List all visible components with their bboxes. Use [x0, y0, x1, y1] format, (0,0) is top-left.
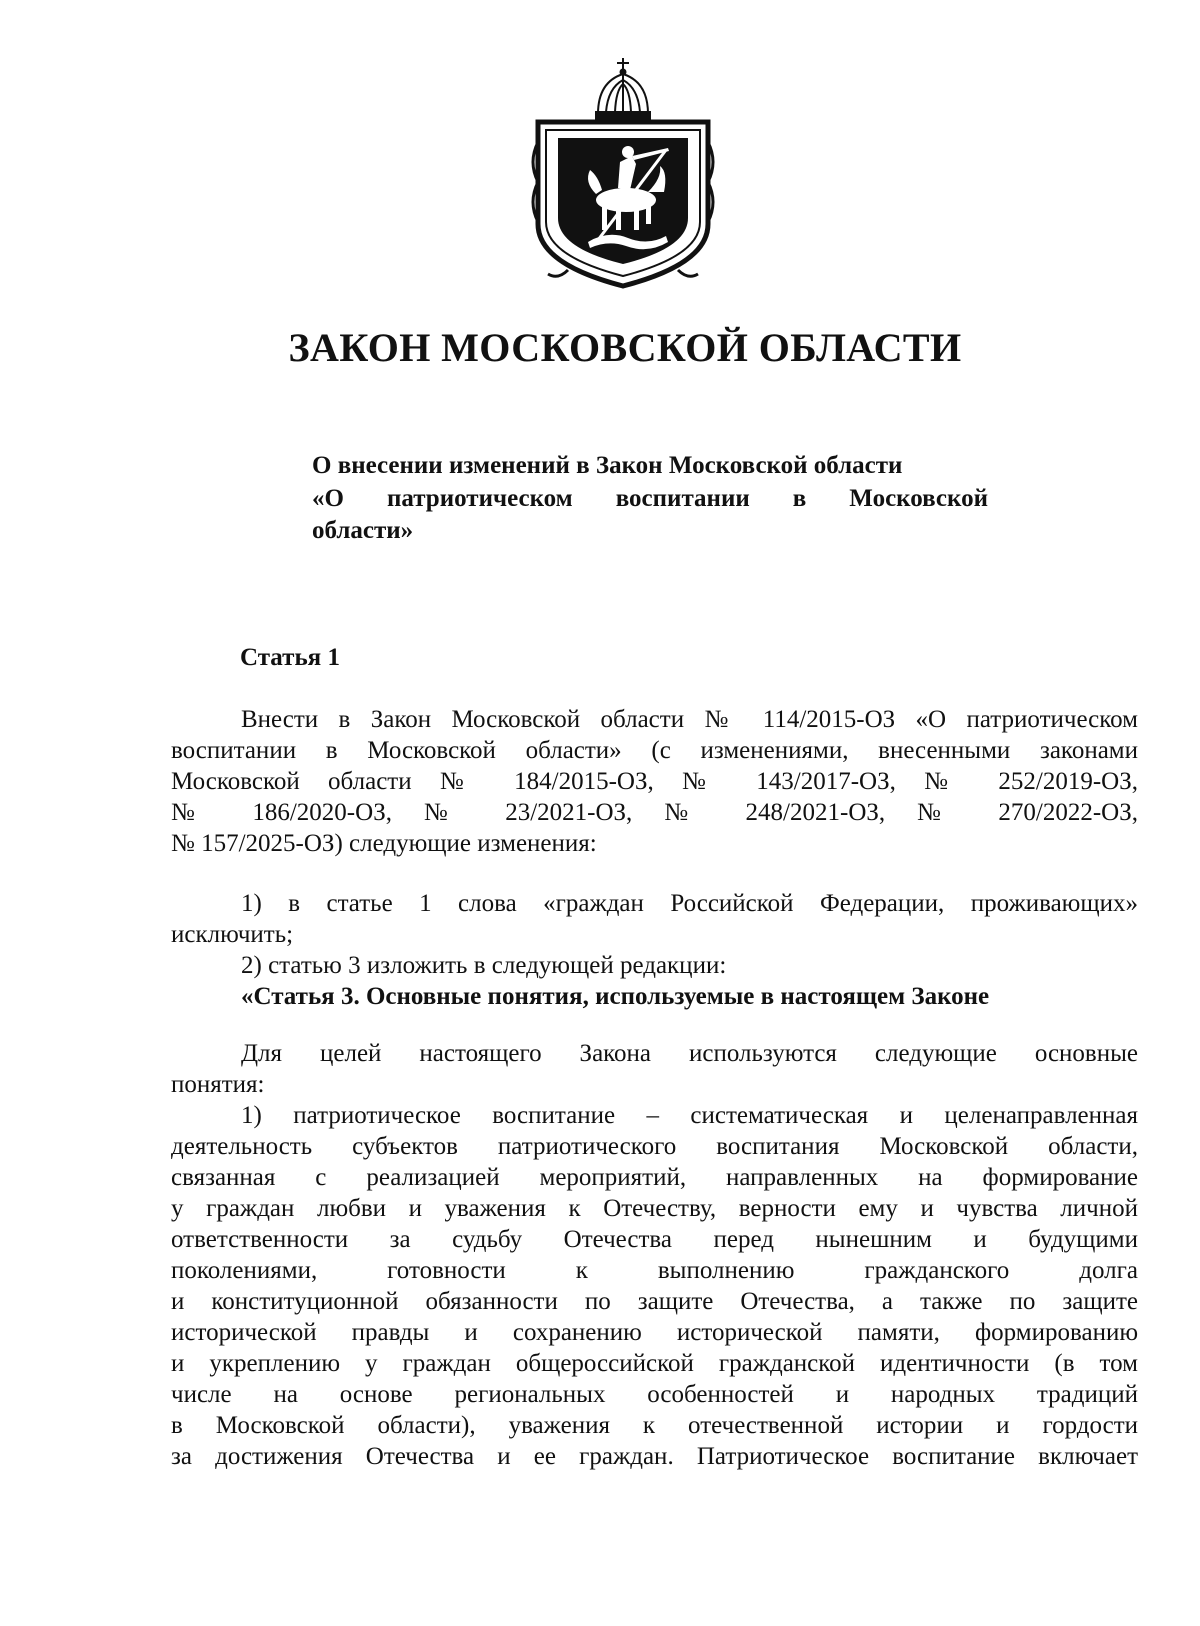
law-subtitle [312, 450, 988, 548]
subtitle-line: области» [312, 517, 414, 544]
text-line: 1) в статье 1 слова «граждан Российской Федерации, проживающих» [241, 890, 1138, 917]
definitions-section [171, 1038, 1138, 1472]
subtitle-line: «О патриотическом воспитании в Московской [312, 484, 988, 512]
amendment-paragraph [171, 704, 1138, 859]
text-line: ответственности за судьбу Отечества перед нынешним и будущими [171, 1226, 1138, 1253]
text-line: Московской области № 184/2015-ОЗ, № 143/2017-ОЗ, № 252/2019-ОЗ, [171, 768, 1138, 795]
text-line: числе на основе региональных особенностей и народных традиций [171, 1381, 1138, 1408]
law-title: ЗАКОН МОСКОВСКОЙ ОБЛАСТИ [288, 325, 962, 370]
text-line: воспитании в Московской области» (с изменениями, внесенными законами [171, 737, 1138, 764]
subtitle-line: О внесении изменений в Закон Московской области [312, 452, 903, 479]
article-heading: Статья 1 [240, 644, 340, 671]
text-line: № 157/2025-ОЗ) следующие изменения: [171, 830, 597, 857]
text-line: у граждан любви и уважения к Отечеству, верности ему и чувства личной [171, 1195, 1138, 1222]
text-line: исключить; [171, 921, 294, 948]
text-line: поколениями, готовности к выполнению гражданского долга [171, 1257, 1138, 1284]
text-line: № 186/2020-ОЗ, № 23/2021-ОЗ, № 248/2021-ОЗ, № 270/2022-ОЗ, [171, 799, 1138, 826]
text-line: и конституционной обязанности по защите Отечества, а также по защите [171, 1288, 1138, 1315]
text-line: в Московской области), уважения к отечественной истории и гордости [171, 1412, 1138, 1439]
text-line: и укреплению у граждан общероссийской гражданской идентичности (в том [171, 1350, 1138, 1377]
text-line: 1) патриотическое воспитание – систематическая и целенаправленная [241, 1102, 1138, 1129]
amendment-items [171, 888, 1138, 1012]
text-line: Внести в Закон Московской области № 114/2015-ОЗ «О патриотическом [241, 706, 1138, 733]
quoted-article-heading: «Статья 3. Основные понятия, используемые в настоящем Законе [241, 983, 990, 1010]
text-line: деятельность субъектов патриотического воспитания Московской области, [171, 1133, 1138, 1160]
text-line: 2) статью 3 изложить в следующей редакции: [241, 952, 727, 979]
text-line: исторической правды и сохранению исторической памяти, формированию [171, 1319, 1138, 1346]
text-line: за достижения Отечества и ее граждан. Патриотическое воспитание включает [171, 1443, 1138, 1470]
text-line: Для целей настоящего Закона используются следующие основные [241, 1040, 1138, 1067]
text-line: понятия: [171, 1071, 265, 1098]
coat-of-arms-icon [528, 52, 718, 290]
text-line: связанная с реализацией мероприятий, направленных на формирование [171, 1164, 1138, 1191]
